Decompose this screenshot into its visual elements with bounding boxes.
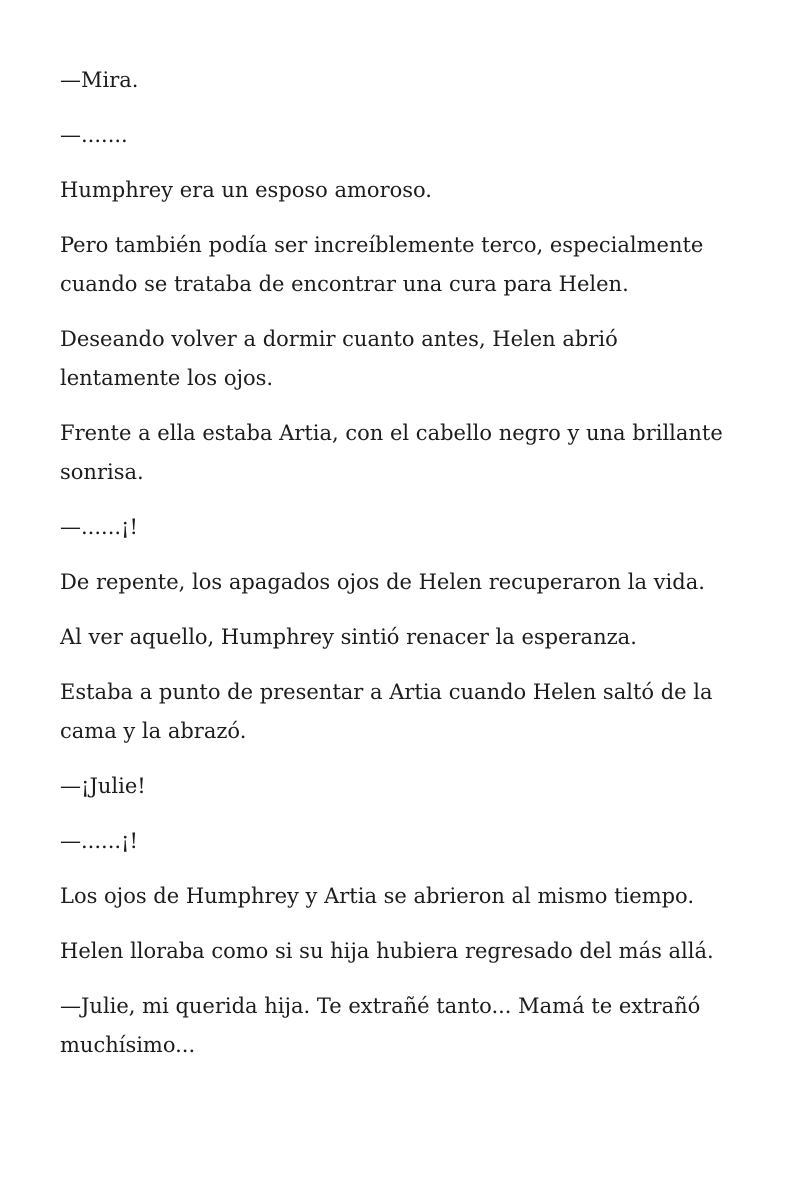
- paragraph: Pero también podía ser increíblemente terco, especialmente cuando se trataba de encontrar una cura para Helen.: [60, 233, 704, 296]
- paragraph: Los ojos de Humphrey y Artia se abrieron al mismo tiempo.: [60, 884, 694, 908]
- paragraph: Helen lloraba como si su hija hubiera regresado del más allá.: [60, 939, 714, 963]
- paragraph: —¡Julie!: [60, 774, 146, 798]
- paragraph: Estaba a punto de presentar a Artia cuando Helen saltó de la cama y la abrazó.: [60, 680, 713, 743]
- paragraph: —......¡!: [60, 829, 138, 853]
- paragraph: —.......: [60, 123, 128, 147]
- paragraph: Humphrey era un esposo amoroso.: [60, 178, 432, 202]
- paragraph: —Mira.: [60, 68, 139, 92]
- paragraph: De repente, los apagados ojos de Helen recuperaron la vida.: [60, 570, 705, 594]
- paragraph: —Julie, mi querida hija. Te extrañé tanto... Mamá te extrañó muchísimo...: [60, 994, 701, 1057]
- paragraph: Al ver aquello, Humphrey sintió renacer la esperanza.: [60, 625, 637, 649]
- paragraph: —......¡!: [60, 515, 138, 539]
- paragraph: Frente a ella estaba Artia, con el cabello negro y una brillante sonrisa.: [60, 421, 723, 484]
- paragraph: Deseando volver a dormir cuanto antes, Helen abrió lentamente los ojos.: [60, 327, 618, 390]
